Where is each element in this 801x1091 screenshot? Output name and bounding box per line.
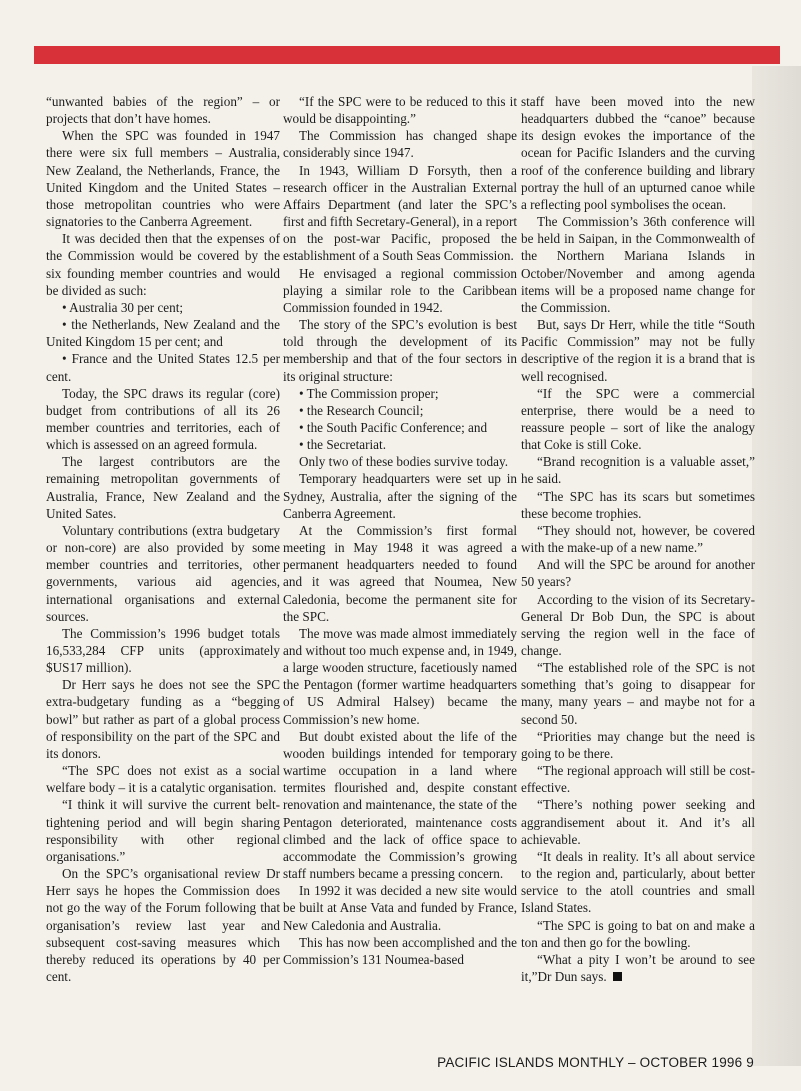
article-column-1 (46, 93, 280, 985)
paragraph: “It deals in reality. It’s all about service to the region and, particularly, about better service to the atoll countries and small Island States. (521, 848, 755, 916)
paragraph: On the SPC’s organisational review Dr Herr says he hopes the Commission does not go the way of the Forum following that organisation’s review last year and subsequent cost-saving measures which thereby reduced its operations by 40 per cent. (46, 866, 280, 984)
paragraph: “I think it will survive the current belt-tightening period and will begin sharing responsibility with other regional organisations.” (46, 797, 280, 864)
bullet-item: • the Netherlands, New Zealand and the United Kingdom 15 per cent; and (46, 317, 280, 350)
bullet-item: • The Commission proper; (299, 385, 439, 401)
bullet-item: • the South Pacific Conference; and (299, 419, 488, 435)
paragraph: Voluntary contributions (extra budgetary or non-core) are also provided by some member countries and territories, other governments, various aid agencies, international organisations and external sources. (46, 522, 280, 624)
last-paragraph-text: “What a pity I won’t be around to see it,”Dr Dun says. (521, 951, 755, 984)
article-column-3 (521, 93, 755, 985)
end-of-article-mark (613, 972, 622, 981)
paragraph: In 1943, William D Forsyth, then a research officer in the Australian External Affairs Department (and later the SPC’s first and fifth Secretary-General), in a report on the post-war Pacific, proposed the establishment of a South Seas Commission. (283, 162, 517, 264)
paragraph: At the Commission’s first formal meeting in May 1948 it was agreed a permanent headquarters needed to found and it was agreed that Noumea, New Caledonia, become the permanent site for the SPC. (283, 522, 517, 624)
paragraph: “The established role of the SPC is not something that’s going to disappear for many, many years – and maybe not for a second 50. (521, 660, 755, 727)
paragraph: Temporary headquarters were set up in Sydney, Australia, after the signing of the Canberra Agreement. (283, 471, 517, 521)
paragraph: And will the SPC be around for another 50 years? (521, 557, 755, 590)
paragraph: “If the SPC were to be reduced to this it would be disappointing.” (283, 94, 517, 127)
paragraph: “There’s nothing power seeking and aggrandisement about it. And it’s all achievable. (521, 797, 755, 847)
page-footer: PACIFIC ISLANDS MONTHLY – OCTOBER 1996 9 (437, 1055, 754, 1070)
bullet-item: • the Research Council; (299, 402, 424, 418)
paragraph: According to the vision of its Secretary-General Dr Bob Dun, the SPC is about serving the region well in the face of change. (521, 591, 755, 658)
paragraph-last (521, 951, 755, 985)
paragraph: “The SPC does not exist as a social welfare body – it is a catalytic organisation. (46, 763, 280, 796)
bullet-item: • Australia 30 per cent; (62, 299, 184, 315)
paragraph: The Commission’s 36th conference will be held in Saipan, in the Commonwealth of the Northern Mariana Islands in October/November and among agenda items will be a proposed name change for the Commission. (521, 214, 755, 315)
paragraph: The largest contributors are the remaining metropolitan governments of Australia, France, New Zealand and the United Sates. (46, 454, 280, 521)
article-column-2 (283, 93, 517, 968)
paragraph: It was decided then that the expenses of the Commission would be covered by the six founding member countries and would be divided as such: (46, 231, 280, 298)
bullet-item: • France and the United States 12.5 per cent. (46, 351, 280, 384)
paragraph: The Commission has changed shape considerably since 1947. (283, 128, 517, 161)
paragraph: When the SPC was founded in 1947 there were six full members – Australia, New Zealand, the Netherlands, France, the United Kingdom and the United States – those metropolitan countries who were signatories to the Canberra Agreement. (46, 128, 280, 230)
header-color-bar (34, 46, 780, 64)
paragraph: He envisaged a regional commission playing a similar role to the Caribbean Commission founded in 1942. (283, 265, 517, 315)
paragraph: In 1992 it was decided a new site would be built at Anse Vata and funded by France, New Caledonia and Australia. (283, 883, 517, 933)
paragraph: But doubt existed about the life of the wooden buildings intended for temporary wartime occupation in a land where termites flourished and, despite constant renovation and maintenance, the state of the Pentagon deteriorated, maintenance costs climbed and the lack of office space to accommodate the Commission’s growing staff numbers became a pressing concern. (283, 728, 517, 882)
adjacent-page-edge (752, 66, 801, 1066)
paragraph: “Priorities may change but the need is going to be there. (521, 728, 755, 761)
paragraph: This has now been accomplished and the Commission’s 131 Noumea-based (283, 934, 517, 967)
paragraph: “They should not, however, be covered with the make-up of a new name.” (521, 522, 755, 556)
paragraph: “Brand recognition is a valuable asset,” he said. (521, 454, 755, 487)
paragraph: The Commission’s 1996 budget totals 16,533,284 CFP units (approximately $US17 million). (46, 625, 280, 676)
paragraph: “The SPC has its scars but sometimes these become trophies. (521, 488, 755, 521)
paragraph: Dr Herr says he does not see the SPC extra-budgetary funding as a “begging bowl” but rather as part of a global process of responsibility on the part of the SPC and its donors. (46, 677, 280, 761)
paragraph: “The regional approach will still be cost-effective. (521, 763, 755, 796)
paragraph: “The SPC is going to bat on and make a ton and then go for the bowling. (521, 917, 755, 950)
paragraph: “unwanted babies of the region” – or projects that don’t have homes. (46, 94, 280, 127)
paragraph: “If the SPC were a commercial enterprise, there would be a need to reassure people – sort of like the analogy that Coke is still Coke. (521, 385, 755, 453)
paragraph: The story of the SPC’s evolution is best told through the development of its membership and that of the four sectors in its original structure: (283, 317, 517, 384)
paragraph: But, says Dr Herr, while the title “South Pacific Commission” may not be fully descriptive of the region it is a brand that is well recognised. (521, 317, 755, 384)
bullet-item: • the Secretariat. (299, 437, 386, 453)
paragraph: staff have been moved into the new headquarters dubbed the “canoe” because its design evokes the importance of the ocean for Pacific Islanders and the curving roof of the conference building and library portray the hull of an upturned canoe while a reflecting pool symbolises the ocean. (521, 94, 755, 212)
paragraph: Today, the SPC draws its regular (core) budget from contributions of all its 26 member countries and territories, each of which is assessed on an agreed formula. (46, 385, 280, 453)
paragraph: Only two of these bodies survive today. (299, 454, 509, 470)
paragraph: The move was made almost immediately and without too much expense and, in 1949, a large wooden structure, facetiously named the Pentagon (former wartime headquarters of US Admiral Halsey) became the Commission’s new home. (283, 625, 517, 727)
